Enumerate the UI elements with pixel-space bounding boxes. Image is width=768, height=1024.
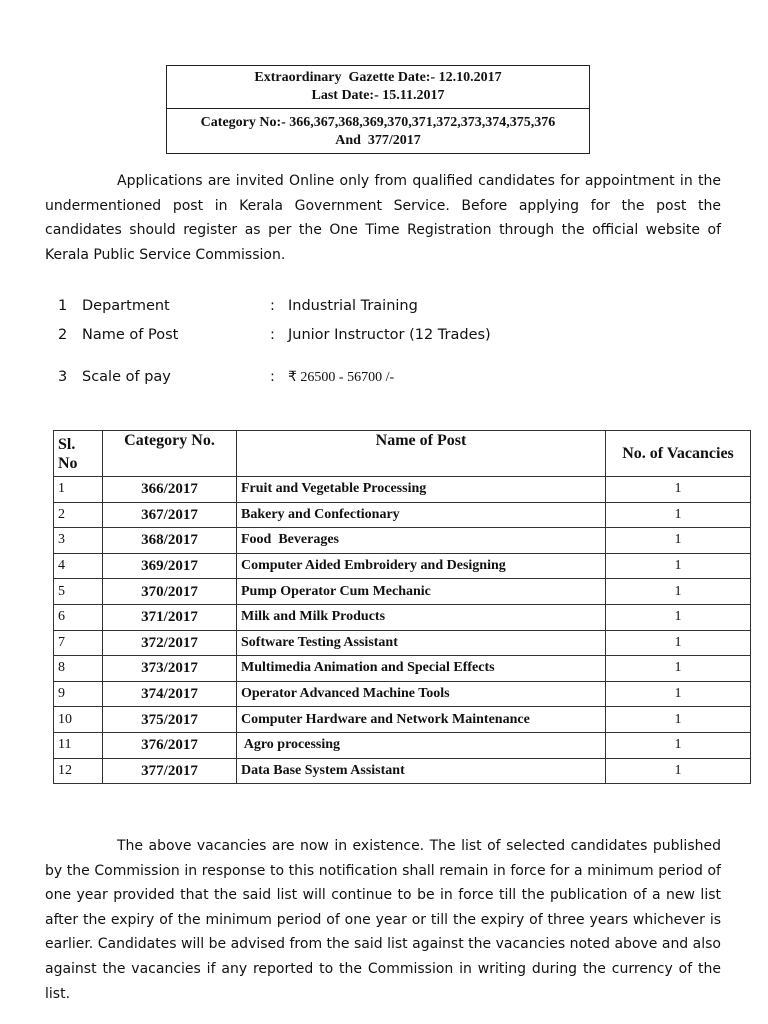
cell-post: Multimedia Animation and Special Effects xyxy=(237,656,606,682)
cell-category: 372/2017 xyxy=(103,630,237,656)
cell-category: 374/2017 xyxy=(103,681,237,707)
table-header-row xyxy=(54,431,751,477)
cell-vacancies: 1 xyxy=(606,656,751,682)
table-row xyxy=(54,604,751,630)
closing-paragraph xyxy=(45,834,721,1006)
info-label: Scale of pay xyxy=(82,369,171,385)
cell-category: 375/2017 xyxy=(103,707,237,733)
header-sl-no: Sl. No xyxy=(54,431,103,477)
cell-category: 371/2017 xyxy=(103,604,237,630)
table-row xyxy=(54,528,751,554)
cell-post: Pump Operator Cum Mechanic xyxy=(237,579,606,605)
table-row xyxy=(54,656,751,682)
vacancy-table xyxy=(53,430,751,784)
cell-sl: 10 xyxy=(54,707,103,733)
cell-category: 366/2017 xyxy=(103,477,237,503)
cell-post: Software Testing Assistant xyxy=(237,630,606,656)
intro-text: Applications are invited Online only from qualified candidates for appointment in the undermentioned post in Kerala Government Service. Before applying for the post the candidates should register as per the One Time Registration through the official website of Kerala Public Service Commission. xyxy=(45,173,721,263)
table-row xyxy=(54,707,751,733)
info-label: Name of Post xyxy=(82,327,179,343)
cell-vacancies: 1 xyxy=(606,528,751,554)
info-colon: : xyxy=(270,369,275,385)
cell-post: Data Base System Assistant xyxy=(237,758,606,784)
cell-category: 373/2017 xyxy=(103,656,237,682)
info-label: Department xyxy=(82,298,170,314)
cell-sl: 1 xyxy=(54,477,103,503)
cell-sl: 9 xyxy=(54,681,103,707)
cell-post: Fruit and Vegetable Processing xyxy=(237,477,606,503)
info-value: Industrial Training xyxy=(288,298,418,314)
gazette-header-box xyxy=(166,65,590,154)
header-name-of-post: Name of Post xyxy=(237,431,606,477)
cell-category: 367/2017 xyxy=(103,502,237,528)
cell-post: Bakery and Confectionary xyxy=(237,502,606,528)
cell-sl: 7 xyxy=(54,630,103,656)
cell-category: 368/2017 xyxy=(103,528,237,554)
cell-category: 377/2017 xyxy=(103,758,237,784)
gazette-date: Extraordinary Gazette Date:- 12.10.2017 xyxy=(254,70,502,85)
cell-vacancies: 1 xyxy=(606,579,751,605)
cell-post: Agro processing xyxy=(237,732,606,758)
header-vacancies: No. of Vacancies xyxy=(606,431,751,477)
cell-post: Food Beverages xyxy=(237,528,606,554)
cell-category: 369/2017 xyxy=(103,553,237,579)
last-date: Last Date:- 15.11.2017 xyxy=(311,88,445,103)
info-colon: : xyxy=(270,298,275,314)
table-row xyxy=(54,630,751,656)
table-row xyxy=(54,758,751,784)
info-value: Junior Instructor (12 Trades) xyxy=(288,327,491,343)
header-category-no: Category No. xyxy=(103,431,237,477)
table-row xyxy=(54,477,751,503)
cell-vacancies: 1 xyxy=(606,758,751,784)
cell-sl: 4 xyxy=(54,553,103,579)
cell-sl: 12 xyxy=(54,758,103,784)
cell-sl: 11 xyxy=(54,732,103,758)
cell-sl: 3 xyxy=(54,528,103,554)
cell-vacancies: 1 xyxy=(606,681,751,707)
cell-vacancies: 1 xyxy=(606,707,751,733)
cell-sl: 6 xyxy=(54,604,103,630)
info-value: ₹ 26500 - 56700 /- xyxy=(288,370,395,385)
cell-sl: 8 xyxy=(54,656,103,682)
cell-vacancies: 1 xyxy=(606,604,751,630)
cell-category: 376/2017 xyxy=(103,732,237,758)
closing-text: The above vacancies are now in existence. The list of selected candidates published by the Commission in response to this notification shall remain in force for a minimum period of one year provided that the said list will continue to be in force till the publication of a new list after the expiry of the minimum period of one year or till the expiry of three years whichever is earlier. Candidates will be advised from the said list against the vacancies noted above and also against the vacancies if any reported to the Commission in writing during the currency of the list. xyxy=(45,838,721,1002)
category-block xyxy=(167,109,589,153)
info-number: 2 xyxy=(58,327,68,343)
cell-post: Computer Hardware and Network Maintenance xyxy=(237,707,606,733)
intro-paragraph xyxy=(45,169,721,267)
cell-vacancies: 1 xyxy=(606,732,751,758)
table-row xyxy=(54,553,751,579)
cell-vacancies: 1 xyxy=(606,553,751,579)
cell-vacancies: 1 xyxy=(606,630,751,656)
cell-post: Operator Advanced Machine Tools xyxy=(237,681,606,707)
table-row xyxy=(54,681,751,707)
cell-sl: 5 xyxy=(54,579,103,605)
info-number: 1 xyxy=(58,298,68,314)
table-row xyxy=(54,732,751,758)
info-colon: : xyxy=(270,327,275,343)
info-number: 3 xyxy=(58,369,68,385)
cell-category: 370/2017 xyxy=(103,579,237,605)
cell-vacancies: 1 xyxy=(606,477,751,503)
cell-sl: 2 xyxy=(54,502,103,528)
table-row xyxy=(54,502,751,528)
cell-vacancies: 1 xyxy=(606,502,751,528)
gazette-date-block xyxy=(167,66,589,109)
cell-post: Computer Aided Embroidery and Designing xyxy=(237,553,606,579)
category-numbers-end: And 377/2017 xyxy=(335,133,421,148)
table-row xyxy=(54,579,751,605)
category-numbers: Category No:- 366,367,368,369,370,371,372,373,374,375,376 xyxy=(200,115,556,130)
cell-post: Milk and Milk Products xyxy=(237,604,606,630)
